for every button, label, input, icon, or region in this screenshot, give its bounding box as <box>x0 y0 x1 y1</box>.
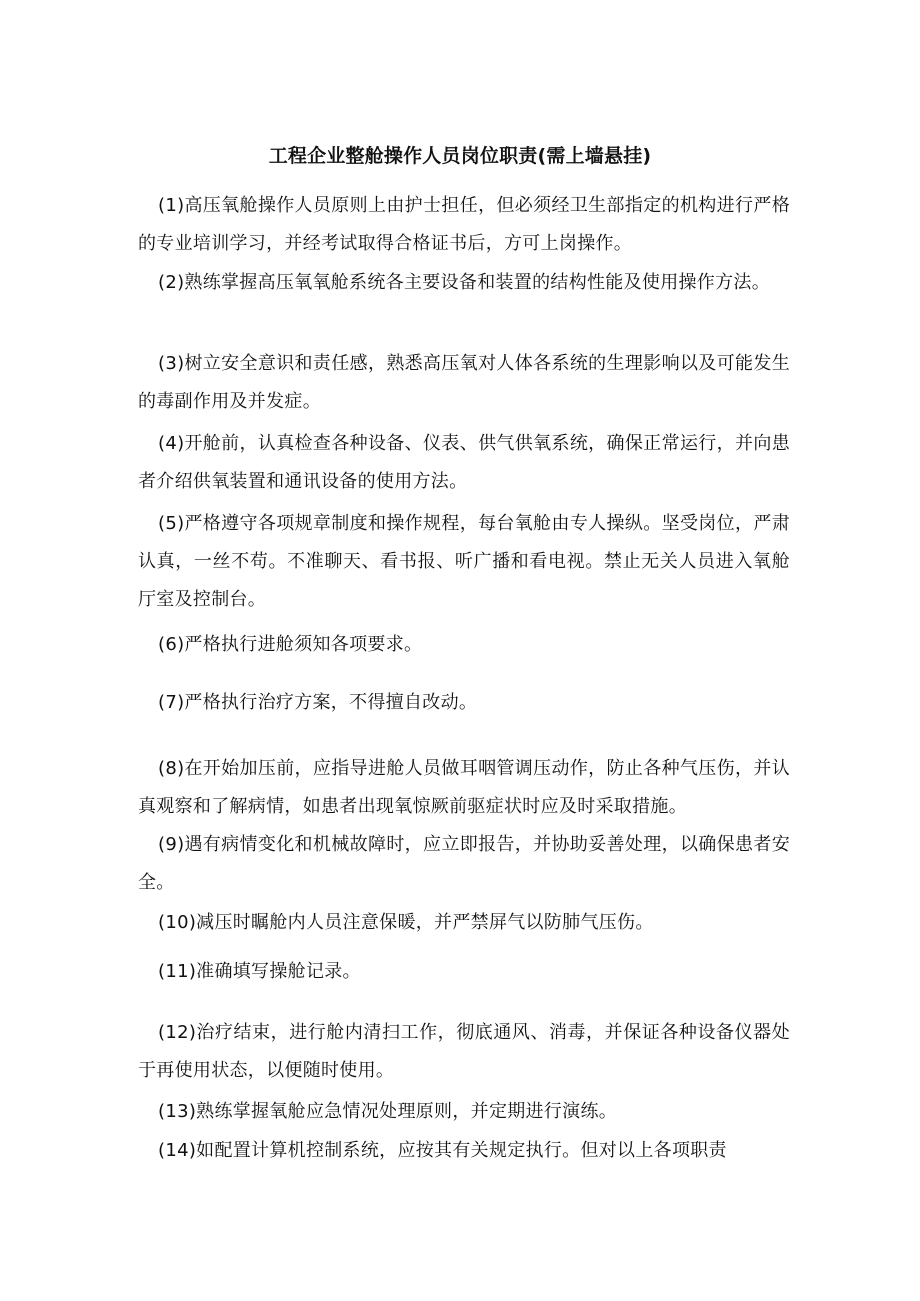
duty-item-10: (10)减压时瞩舱内人员注意保暖，并严禁屏气以防肺气压伤。 <box>158 912 654 933</box>
duty-item-12: (12)治疗结束，进行舱内清扫工作，彻底通风、消毒，并保证各种设备仪器处于再使用状态，以便随时使用。 <box>138 1022 790 1081</box>
duty-item-3: (3)树立安全意识和责任感，熟悉高压氧对人体各系统的生理影响以及可能发生的毒副作用及并发症。 <box>138 353 790 412</box>
duty-item-7: (7)严格执行治疗方案，不得擅自改动。 <box>158 692 478 713</box>
duty-item-13: (13)熟练掌握氧舱应急情况处理原则，并定期进行演练。 <box>158 1101 618 1122</box>
duty-item-2: (2)熟练掌握高压氧氧舱系统各主要设备和装置的结构性能及使用操作方法。 <box>158 272 770 293</box>
duty-item-6: (6)严格执行进舱须知各项要求。 <box>158 634 423 655</box>
duty-item-9: (9)遇有病情变化和机械故障时，应立即报告，并协助妥善处理，以确保患者安全。 <box>138 834 790 893</box>
duty-item-4: (4)开舱前，认真检查各种设备、仪表、供气供氧系统，确保正常运行，并向患者介绍供氧装置和通讯设备的使用方法。 <box>138 433 790 492</box>
page-title: 工程企业整舱操作人员岗位职责(需上墙悬挂) <box>268 145 652 167</box>
duty-item-8: (8)在开始加压前，应指导进舱人员做耳咽管调压动作，防止各种气压伤，并认真观察和了解病情，如患者出现氧惊厥前驱症状时应及时采取措施。 <box>138 758 790 817</box>
duty-item-14: (14)如配置计算机控制系统，应按其有关规定执行。但对以上各项职责 <box>158 1140 727 1161</box>
duty-item-11: (11)准确填写操舱记录。 <box>158 961 361 982</box>
duty-item-1: (1)高压氧舱操作人员原则上由护士担任，但必须经卫生部指定的机构进行严格的专业培训学习，并经考试取得合格证书后，方可上岗操作。 <box>138 195 790 254</box>
duty-item-5: (5)严格遵守各项规章制度和操作规程，每台氧舱由专人操纵。坚受岗位，严肃认真，一丝不苟。不准聊天、看书报、听广播和看电视。禁止无关人员进入氧舱厅室及控制台。 <box>138 513 790 610</box>
